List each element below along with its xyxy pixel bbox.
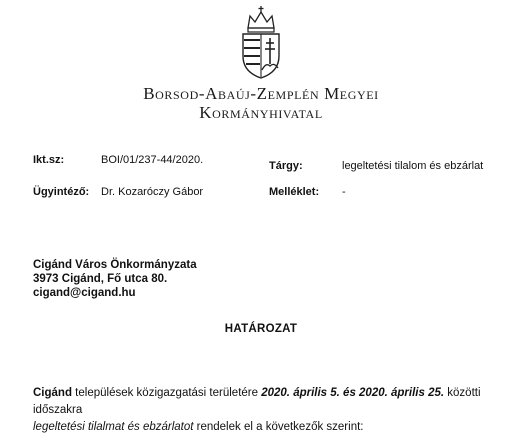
body-text-3: rendelek el a következők szerint:	[193, 421, 364, 433]
recipient-address: 3973 Cigánd, Fő utca 80.	[33, 273, 168, 285]
recipient-email: cigand@cigand.hu	[33, 287, 136, 299]
melleklet-value: -	[342, 186, 346, 198]
recipient-block	[33, 258, 197, 300]
document-title: HATÁROZAT	[224, 323, 298, 335]
melleklet-label: Melléklet:	[269, 186, 320, 198]
body-text-1: települések közigazgatási területére	[71, 387, 262, 399]
issuing-office-type: Kormányhivatal	[199, 103, 323, 122]
body-text-2: közötti időszakra	[33, 387, 481, 416]
body-paragraph	[33, 385, 493, 436]
ikt-value: BOI/01/237-44/2020.	[101, 154, 204, 166]
targy-value: legeltetési tilalom és ebzárlat	[342, 160, 484, 172]
coat-of-arms-icon	[238, 4, 284, 80]
body-date-range: 2020. április 5. és 2020. április 25.	[261, 387, 445, 399]
ikt-label: Ikt.sz:	[33, 154, 65, 166]
ugyintezo-label: Ügyintéző:	[33, 186, 90, 198]
issuing-office-name: Borsod-Abaúj-Zemplén Megyei	[143, 84, 379, 103]
recipient-name: Cigánd Város Önkormányzata	[33, 259, 197, 271]
ugyintezo-value: Dr. Kozaróczy Gábor	[101, 186, 204, 198]
body-town: Cigánd	[33, 387, 72, 399]
body-measure: legeltetési tilalmat és ebzárlatot	[33, 421, 194, 433]
targy-label: Tárgy:	[269, 160, 303, 172]
